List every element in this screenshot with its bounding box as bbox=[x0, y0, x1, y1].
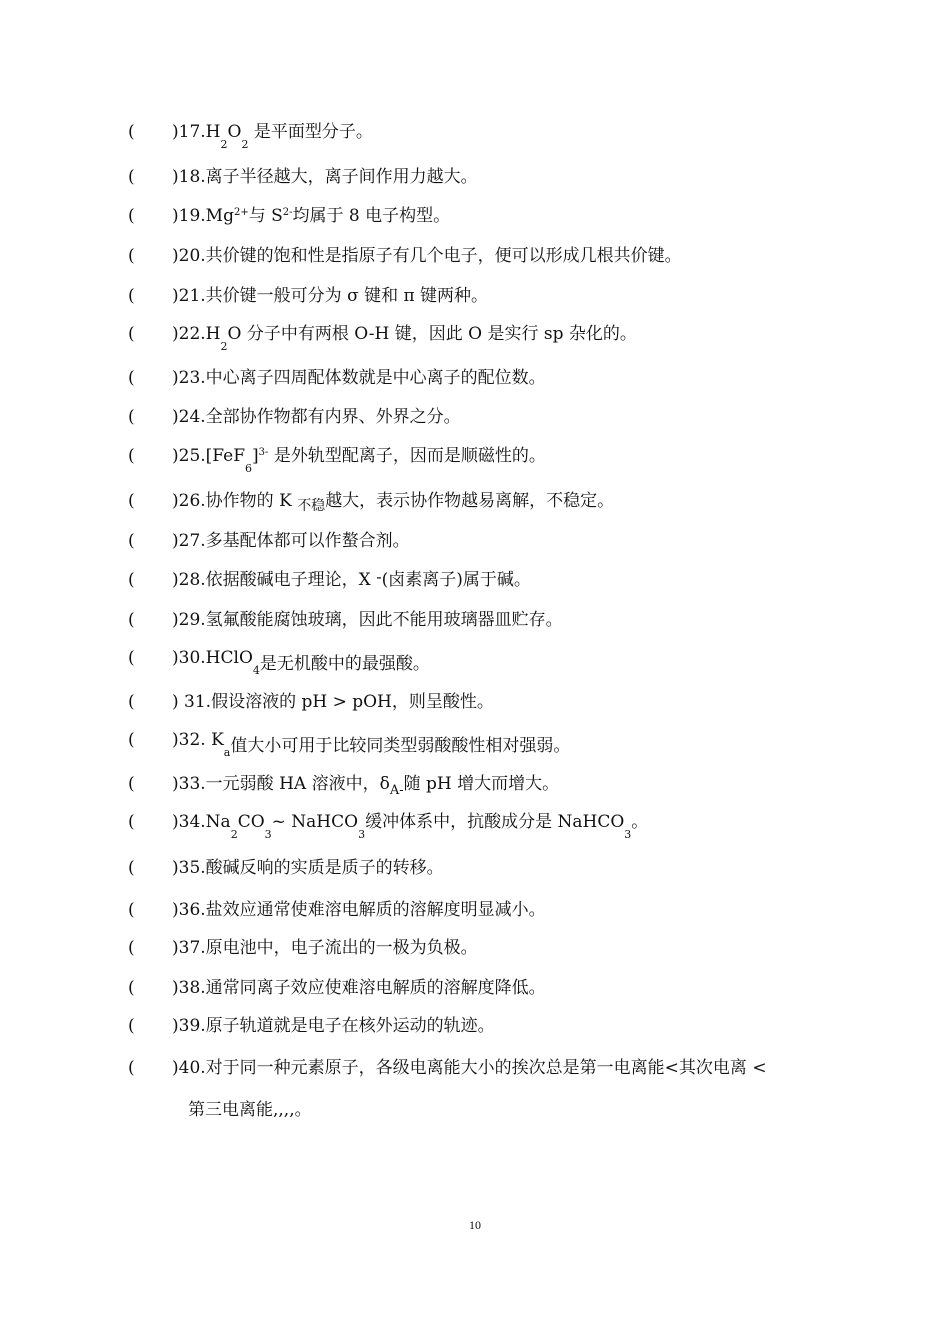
question-text: )27.多基配体都可以作螯合剂。 bbox=[172, 531, 410, 551]
answer-bracket: ( bbox=[128, 812, 135, 832]
answer-bracket: ( bbox=[128, 206, 135, 226]
superscript: 2+ bbox=[233, 207, 249, 218]
answer-bracket: ( bbox=[128, 491, 135, 511]
question-text: 是外轨型配离子，因而是顺磁性的。 bbox=[268, 446, 546, 466]
subscript: a bbox=[223, 746, 231, 759]
question-text: )34.Na bbox=[172, 812, 231, 832]
question-text: 随 pH 增大而增大。 bbox=[403, 774, 560, 794]
question-text: )40.对于同一种元素原子，各级电离能大小的挨次总是第一电离能<其次电离 < bbox=[172, 1058, 767, 1078]
subscript: 3 bbox=[624, 828, 632, 841]
subscript: 4 bbox=[252, 664, 260, 677]
question-text: 第三电离能,,,,。 bbox=[188, 1100, 312, 1120]
answer-bracket: ( bbox=[128, 446, 135, 466]
subscript: 不稳 bbox=[297, 498, 326, 514]
question-text: ) 31.假设溶液的 pH > pOH，则呈酸性。 bbox=[172, 692, 494, 712]
question-text: (卤素离子)属于碱。 bbox=[381, 570, 531, 590]
answer-bracket: ( bbox=[128, 570, 135, 590]
question-text: )30.HClO bbox=[172, 648, 253, 668]
question-text: 与 S bbox=[248, 206, 283, 226]
subscript: 3 bbox=[264, 828, 272, 841]
answer-bracket: ( bbox=[128, 730, 135, 750]
answer-bracket: ( bbox=[128, 610, 135, 630]
answer-bracket: ( bbox=[128, 286, 135, 306]
question-text: )18.离子半径越大，离子间作用力越大。 bbox=[172, 167, 478, 187]
question-text: 越大，表示协作物越易离解，不稳定。 bbox=[325, 491, 615, 511]
question-text: )23.中心离子四周配体数就是中心离子的配位数。 bbox=[172, 368, 546, 388]
superscript: 2- bbox=[282, 207, 293, 218]
answer-bracket: ( bbox=[128, 774, 135, 794]
page-number: 10 bbox=[469, 1218, 481, 1232]
superscript: 3- bbox=[258, 447, 269, 458]
subscript: 2 bbox=[220, 340, 228, 353]
question-text: 均属于 8 电子构型。 bbox=[292, 206, 451, 226]
question-text: 是平面型分子。 bbox=[248, 122, 373, 142]
answer-bracket: ( bbox=[128, 167, 135, 187]
answer-bracket: ( bbox=[128, 1016, 135, 1036]
question-text: )32. K bbox=[172, 730, 224, 750]
question-text: CO bbox=[237, 812, 265, 832]
answer-bracket: ( bbox=[128, 648, 135, 668]
question-text: )35.酸碱反响的实质是质子的转移。 bbox=[172, 858, 444, 878]
answer-bracket: ( bbox=[128, 1058, 135, 1078]
answer-bracket: ( bbox=[128, 122, 135, 142]
answer-bracket: ( bbox=[128, 978, 135, 998]
question-text: )19.Mg bbox=[172, 206, 234, 226]
subscript: 2 bbox=[230, 828, 238, 841]
answer-bracket: ( bbox=[128, 246, 135, 266]
question-text: ~ NaHCO bbox=[271, 812, 359, 832]
question-text: )33.一元弱酸 HA 溶液中，δ bbox=[172, 774, 390, 794]
question-text: ] bbox=[252, 446, 259, 466]
superscript: - bbox=[376, 567, 382, 586]
subscript: A- bbox=[389, 783, 404, 798]
answer-bracket: ( bbox=[128, 368, 135, 388]
answer-bracket: ( bbox=[128, 692, 135, 712]
question-text: )36.盐效应通常使难溶电解质的溶解度明显减小。 bbox=[172, 900, 546, 920]
question-text: 缓冲体系中，抗酸成分是 NaHCO bbox=[365, 812, 625, 832]
answer-bracket: ( bbox=[128, 407, 135, 427]
answer-bracket: ( bbox=[128, 900, 135, 920]
question-text: )25.[FeF bbox=[172, 446, 246, 466]
question-text: O 分子中有两根 O-H 键，因此 O 是实行 sp 杂化的。 bbox=[227, 324, 637, 344]
question-text: )29.氢氟酸能腐蚀玻璃，因此不能用玻璃器皿贮存。 bbox=[172, 610, 563, 630]
question-text: )38.通常同离子效应使难溶电解质的溶解度降低。 bbox=[172, 978, 546, 998]
question-text: 值大小可用于比较同类型弱酸酸性相对强弱。 bbox=[230, 736, 571, 756]
subscript: 2 bbox=[241, 138, 249, 151]
answer-bracket: ( bbox=[128, 858, 135, 878]
question-text: )22.H bbox=[172, 324, 221, 344]
subscript: 2 bbox=[220, 138, 228, 151]
answer-bracket: ( bbox=[128, 324, 135, 344]
question-text: )26.协作物的 K bbox=[172, 491, 298, 511]
answer-bracket: ( bbox=[128, 938, 135, 958]
question-text: )24.全部协作物都有内界、外界之分。 bbox=[172, 407, 461, 427]
question-text: )28.依据酸碱电子理论，X bbox=[172, 570, 377, 590]
question-text: 。 bbox=[631, 812, 649, 832]
question-text: )20.共价键的饱和性是指原子有几个电子，便可以形成几根共价键。 bbox=[172, 246, 682, 266]
question-text: )39.原子轨道就是电子在核外运动的轨迹。 bbox=[172, 1016, 495, 1036]
subscript: 6 bbox=[245, 462, 253, 475]
subscript: 3 bbox=[358, 828, 366, 841]
question-text: )17.H bbox=[172, 122, 221, 142]
question-text: )37.原电池中，电子流出的一极为负极。 bbox=[172, 938, 478, 958]
question-text: )21.共价键一般可分为 σ 键和 π 键两种。 bbox=[172, 286, 489, 306]
question-text: 是无机酸中的最强酸。 bbox=[259, 654, 430, 674]
answer-bracket: ( bbox=[128, 531, 135, 551]
question-text: O bbox=[227, 122, 242, 142]
